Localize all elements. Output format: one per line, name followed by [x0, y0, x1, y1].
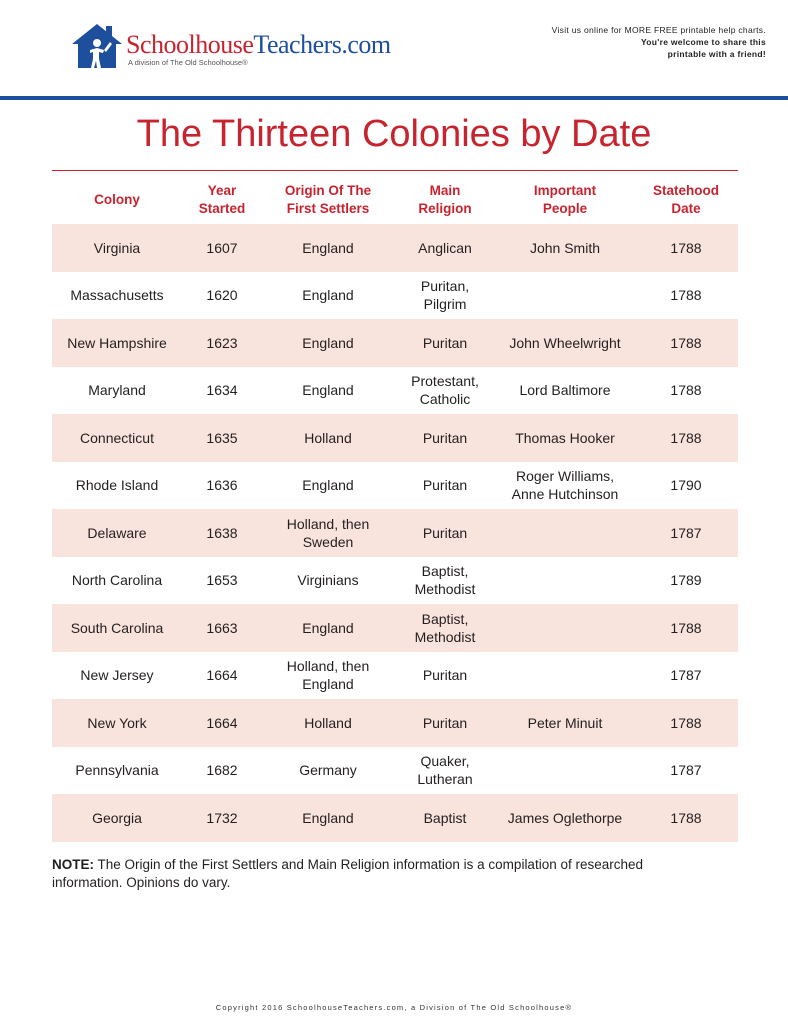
cell-important-people	[496, 367, 634, 415]
cell-line: Virginians	[297, 572, 359, 589]
cell-year-started	[182, 367, 262, 415]
cell-religion	[394, 557, 496, 605]
cell-line: 1788	[670, 619, 702, 636]
cell-line: Origin Of The	[284, 183, 372, 198]
cell-year-started	[182, 604, 262, 652]
cell-line: 1788	[670, 714, 702, 731]
site-logo	[70, 22, 410, 72]
cell-colony	[52, 699, 182, 747]
note-text: The Origin of the First Settlers and Main Religion information is a compilation of researched information. Opinions do vary.	[52, 857, 644, 890]
table-row	[52, 794, 738, 842]
cell-important-people	[496, 224, 634, 272]
cell-statehood-date	[634, 557, 738, 605]
cell-line: 1789	[670, 572, 702, 589]
cell-line: Date	[671, 201, 701, 216]
table-row	[52, 224, 738, 272]
cell-important-people	[496, 604, 634, 652]
cell-line: Main	[429, 183, 461, 198]
cell-important-people	[496, 272, 634, 320]
column-header-colony	[52, 176, 182, 224]
cell-line: Puritan	[422, 477, 468, 494]
cell-line: Connecticut	[80, 429, 154, 446]
cell-religion	[394, 414, 496, 462]
cell-line: James Oglethorpe	[507, 809, 623, 826]
cell-line: Statehood	[653, 183, 719, 198]
cell-religion	[394, 699, 496, 747]
cell-line: Methodist	[414, 628, 476, 645]
cell-year-started	[182, 414, 262, 462]
cell-important-people	[496, 462, 634, 510]
cell-line: 1682	[206, 762, 238, 779]
cell-line: Virginia	[93, 239, 141, 256]
cell-important-people	[496, 747, 634, 795]
cell-line: People	[542, 201, 588, 216]
cell-colony	[52, 462, 182, 510]
cell-line: Rhode Island	[75, 477, 159, 494]
cell-year-started	[182, 652, 262, 700]
cell-colony	[52, 747, 182, 795]
cell-line: England	[302, 239, 354, 256]
logo-tagline: A division of The Old Schoolhouse®	[128, 58, 248, 67]
cell-statehood-date	[634, 319, 738, 367]
column-header-statehood-date	[634, 176, 738, 224]
cell-important-people	[496, 319, 634, 367]
header-divider	[0, 96, 788, 100]
cell-line: New York	[87, 714, 147, 731]
cell-origin	[262, 414, 394, 462]
table-body	[52, 224, 738, 842]
cell-important-people	[496, 652, 634, 700]
cell-line: 1653	[206, 572, 238, 589]
cell-year-started	[182, 747, 262, 795]
cell-line: 1788	[670, 287, 702, 304]
cell-line: South Carolina	[70, 619, 164, 636]
promo-line-3: printable with a friend!	[667, 49, 766, 59]
cell-colony	[52, 509, 182, 557]
cell-line: North Carolina	[71, 572, 163, 589]
cell-line: Holland, then	[286, 658, 370, 675]
cell-line: 1607	[206, 239, 238, 256]
cell-statehood-date	[634, 652, 738, 700]
table-row	[52, 272, 738, 320]
cell-line: Lutheran	[417, 771, 473, 788]
cell-line: Puritan	[422, 714, 468, 731]
cell-line: Maryland	[88, 382, 146, 399]
column-header-year-started	[182, 176, 262, 224]
cell-colony	[52, 604, 182, 652]
table-row	[52, 557, 738, 605]
cell-line: 1634	[206, 382, 238, 399]
cell-important-people	[496, 509, 634, 557]
table-row	[52, 367, 738, 415]
cell-colony	[52, 414, 182, 462]
cell-line: 1787	[670, 762, 702, 779]
table-row	[52, 509, 738, 557]
cell-line: 1664	[206, 667, 238, 684]
cell-statehood-date	[634, 604, 738, 652]
cell-line: 1788	[670, 429, 702, 446]
logo-wordmark	[126, 30, 391, 60]
logo-brand-red: Schoolhouse	[126, 30, 254, 59]
cell-origin	[262, 319, 394, 367]
copyright-line: Copyright 2016 SchoolhouseTeachers.com, a Division of The Old Schoolhouse®	[215, 1003, 573, 1012]
cell-line: 1790	[670, 477, 702, 494]
promo-line-2: You're welcome to share this	[640, 37, 766, 47]
cell-line: Puritan	[422, 524, 468, 541]
cell-year-started	[182, 509, 262, 557]
column-header-important-people	[496, 176, 634, 224]
cell-origin	[262, 604, 394, 652]
cell-line: First Settlers	[286, 201, 370, 216]
cell-statehood-date	[634, 462, 738, 510]
cell-year-started	[182, 319, 262, 367]
cell-statehood-date	[634, 747, 738, 795]
cell-colony	[52, 272, 182, 320]
cell-line: Delaware	[87, 524, 147, 541]
cell-line: John Smith	[529, 239, 601, 256]
cell-colony	[52, 557, 182, 605]
cell-year-started	[182, 272, 262, 320]
cell-line: Baptist	[423, 809, 467, 826]
cell-line: 1635	[206, 429, 238, 446]
cell-line: Anne Hutchinson	[511, 486, 619, 503]
cell-line: Massachusetts	[70, 287, 164, 304]
cell-line: New Jersey	[80, 667, 154, 684]
cell-origin	[262, 557, 394, 605]
cell-line: 1732	[206, 809, 238, 826]
cell-religion	[394, 272, 496, 320]
cell-year-started	[182, 557, 262, 605]
cell-line: Roger Williams,	[515, 468, 614, 485]
colonies-table	[52, 176, 738, 842]
cell-line: England	[302, 676, 354, 693]
note-label: NOTE:	[52, 857, 94, 872]
cell-line: 1788	[670, 382, 702, 399]
cell-line: Puritan	[422, 667, 468, 684]
cell-line: Quaker,	[420, 753, 470, 770]
cell-line: Catholic	[419, 391, 471, 408]
cell-line: 1623	[206, 334, 238, 351]
cell-line: Sweden	[302, 533, 354, 550]
cell-origin	[262, 652, 394, 700]
cell-line: 1788	[670, 334, 702, 351]
cell-origin	[262, 272, 394, 320]
cell-line: 1787	[670, 667, 702, 684]
cell-line: Peter Minuit	[527, 714, 603, 731]
cell-line: England	[302, 382, 354, 399]
cell-line: New Hampshire	[67, 334, 167, 351]
cell-line: 1787	[670, 524, 702, 541]
cell-line: Holland	[304, 429, 352, 446]
cell-origin	[262, 367, 394, 415]
cell-statehood-date	[634, 794, 738, 842]
cell-colony	[52, 794, 182, 842]
table-row	[52, 319, 738, 367]
table-row	[52, 462, 738, 510]
cell-important-people	[496, 699, 634, 747]
cell-origin	[262, 794, 394, 842]
promo-text	[552, 24, 766, 60]
cell-line: Puritan	[422, 334, 468, 351]
cell-line: Pennsylvania	[75, 762, 159, 779]
cell-origin	[262, 462, 394, 510]
cell-line: Lord Baltimore	[519, 382, 611, 399]
cell-colony	[52, 224, 182, 272]
cell-important-people	[496, 794, 634, 842]
cell-statehood-date	[634, 367, 738, 415]
cell-line: Holland	[304, 714, 352, 731]
cell-line: Religion	[418, 201, 472, 216]
cell-origin	[262, 509, 394, 557]
cell-religion	[394, 367, 496, 415]
cell-statehood-date	[634, 272, 738, 320]
cell-line: Georgia	[92, 809, 142, 826]
cell-statehood-date	[634, 414, 738, 462]
cell-religion	[394, 604, 496, 652]
cell-line: England	[302, 809, 354, 826]
schoolhouse-logo-icon	[70, 22, 124, 70]
cell-line: Colony	[94, 192, 140, 207]
cell-line: Important	[533, 183, 597, 198]
cell-line: Methodist	[414, 581, 476, 598]
column-header-religion	[394, 176, 496, 224]
title-divider	[52, 170, 738, 171]
cell-religion	[394, 509, 496, 557]
cell-origin	[262, 224, 394, 272]
cell-year-started	[182, 794, 262, 842]
cell-statehood-date	[634, 699, 738, 747]
cell-colony	[52, 319, 182, 367]
cell-line: England	[302, 477, 354, 494]
cell-line: Pilgrim	[423, 296, 467, 313]
column-header-origin	[262, 176, 394, 224]
cell-line: Baptist,	[421, 610, 469, 627]
cell-line: 1638	[206, 524, 238, 541]
cell-year-started	[182, 224, 262, 272]
table-row	[52, 414, 738, 462]
cell-line: Year	[207, 183, 237, 198]
cell-line: 1636	[206, 477, 238, 494]
page-title: The Thirteen Colonies by Date	[136, 113, 652, 155]
cell-line: Started	[198, 201, 246, 216]
table-row	[52, 699, 738, 747]
cell-statehood-date	[634, 509, 738, 557]
cell-line: Puritan,	[420, 278, 470, 295]
table-row	[52, 652, 738, 700]
cell-statehood-date	[634, 224, 738, 272]
cell-line: 1663	[206, 619, 238, 636]
promo-line-1: Visit us online for MORE FREE printable help charts.	[551, 25, 766, 35]
table-row	[52, 604, 738, 652]
cell-line: 1788	[670, 809, 702, 826]
cell-line: England	[302, 619, 354, 636]
logo-brand-blue: Teachers.com	[253, 30, 391, 59]
cell-origin	[262, 747, 394, 795]
cell-line: England	[302, 287, 354, 304]
cell-religion	[394, 462, 496, 510]
cell-line: England	[302, 334, 354, 351]
cell-religion	[394, 224, 496, 272]
cell-colony	[52, 652, 182, 700]
cell-line: Puritan	[422, 429, 468, 446]
cell-year-started	[182, 699, 262, 747]
cell-important-people	[496, 414, 634, 462]
cell-year-started	[182, 462, 262, 510]
cell-line: Holland, then	[286, 515, 370, 532]
cell-line: Protestant,	[411, 373, 479, 390]
cell-line: 1620	[206, 287, 238, 304]
cell-line: Baptist,	[421, 563, 469, 580]
cell-line: Germany	[299, 762, 357, 779]
cell-origin	[262, 699, 394, 747]
cell-important-people	[496, 557, 634, 605]
cell-colony	[52, 367, 182, 415]
footnote	[52, 856, 692, 892]
cell-line: 1788	[670, 239, 702, 256]
cell-line: 1664	[206, 714, 238, 731]
table-header-row	[52, 176, 738, 224]
table-row	[52, 747, 738, 795]
cell-line: Thomas Hooker	[515, 429, 615, 446]
cell-line: Anglican	[418, 239, 472, 256]
cell-religion	[394, 794, 496, 842]
cell-religion	[394, 747, 496, 795]
cell-religion	[394, 652, 496, 700]
cell-religion	[394, 319, 496, 367]
cell-line: John Wheelwright	[509, 334, 621, 351]
